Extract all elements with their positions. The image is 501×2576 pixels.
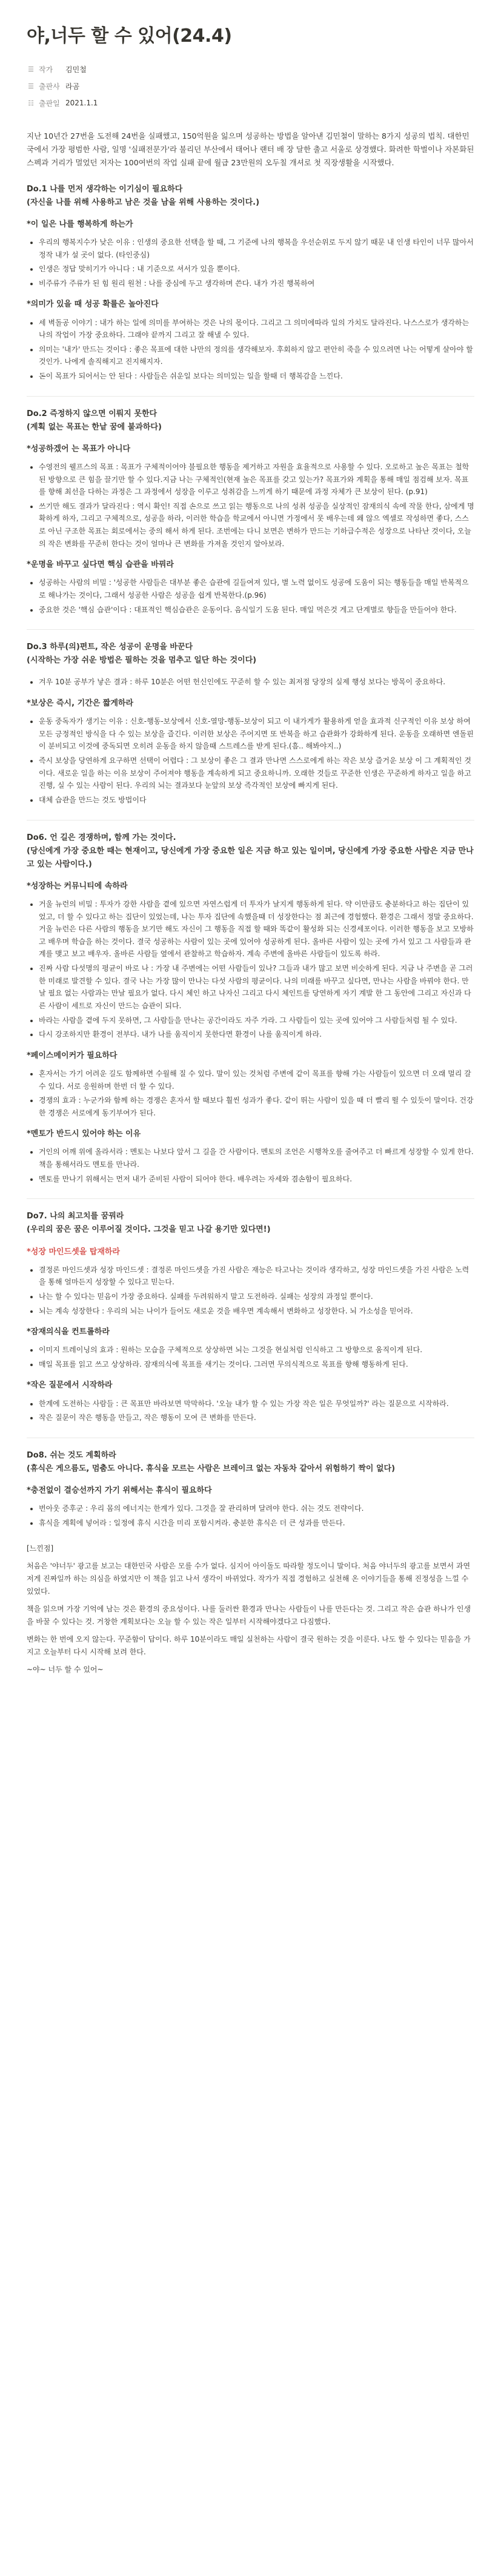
bullet-list — [27, 317, 474, 383]
bullet-item: • 수영전의 웰프스의 목표 : 목표가 구체적이어야 불필요한 행동을 제거하고 자원을 효율적으로 사용할 수 있다. 오로하고 높은 목표는 철학된 방향으로 큰 힘을 끌기만 할 수 있다.지금 나는 구체적인(현재 높은 목표를 갖고 있는가? 목표가와 계획을 통해 매일 점검해 보자. 목표를 향해 최선을 다하는 과정은 그 과정에서 성장을 이루고 성취감을 느끼게 하기 때문에 과정 자체가 큰 보상이 된다. (p.91) — [39, 461, 474, 498]
property-name: 출판사 — [39, 82, 60, 91]
bullet-item: • 번아웃 증후군 : 우리 몸의 에너지는 한계가 있다. 그것을 잘 관리하며 달려야 한다. 쉬는 것도 전략이다. — [39, 1502, 474, 1515]
chapter-heading: Do6. 언 길은 경쟁하며, 함께 가는 것이다. — [27, 833, 176, 842]
topic-heading: *충전없이 결승선까지 가기 위해서는 휴식이 필요하다 — [27, 1486, 212, 1495]
topic-heading: *운명을 바꾸고 싶다면 핵심 습관을 바꿔라 — [27, 560, 174, 570]
chapter-heading: Do8. 쉬는 것도 계획하라 — [27, 1450, 116, 1460]
closing-line: ~야~ 너두 할 수 있어~ — [27, 1665, 104, 1674]
bullet-item: • 돈이 목표가 되어서는 안 된다 : 사람들은 쉬운일 보다는 의미있는 일을 할때 더 행복감을 느낀다. — [39, 370, 474, 383]
bullet-item: • 세 벽돌공 이야기 : 내가 하는 일에 의미를 부여하는 것은 나의 몫이다. 그리고 그 의미에따라 일의 가치도 달라진다. 나스스로가 생각하는 나의 작업이 가장 중요하다. 그래야 끝까지 그리고 잘 해낼 수 있다. — [39, 317, 474, 342]
review-heading: [느낀점] — [27, 1544, 54, 1553]
sections-container — [27, 183, 474, 1530]
property-row[interactable] — [27, 94, 474, 111]
property-value[interactable]: 2021.1.1 — [65, 99, 98, 107]
bullet-item: • 혼자서는 가기 어려운 길도 함께하면 수월해 질 수 있다. 말이 있는 것처럼 주변에 같이 목표를 향해 가는 사람들이 있으면 더 오래 멀리 갈 수 있다. 서로 응원하며 한번 더 할 수 있다. — [39, 1068, 474, 1092]
bullet-list — [27, 1264, 474, 1318]
topic-heading: *이 일은 나를 행복하게 하는가 — [27, 219, 133, 229]
bullet-list — [27, 1344, 474, 1370]
bullet-item: • 경쟁의 효과 : 누군가와 함께 하는 경쟁은 혼자서 할 때보다 훨씬 성과가 좋다. 같이 뛰는 사람이 있을 때 더 빨리 뛸 수 있듯이 말이다. 건강한 경쟁은 서로에게 동기부여가 된다. — [39, 1094, 474, 1119]
chapter-section — [27, 183, 474, 383]
bullet-list — [27, 576, 474, 616]
bullet-item: • 뇌는 계속 성장한다 : 우리의 뇌는 나이가 들어도 새로운 것을 배우면 계속해서 변화하고 성장한다. 뇌 가소성을 믿어라. — [39, 1305, 474, 1318]
chapter-heading: Do.1 나를 먼저 생각하는 이기심이 필요하다 — [27, 184, 183, 194]
bullet-item: • 운동 중독자가 생기는 이유 : 신호-행동-보상에서 신호-열망-행동-보상이 되고 이 내가게가 활용하게 얻을 효과적 신구적인 이유 보상 하여 모든 긍정적인 방식을 다 수 있는 보상을 즐긴다. 이러한 보상은 주어지면 또 반복을 하고 습관화가 강화하게 된다. 운동을 오래하면 엔돌핀이 분비되고 이것에 중독되면 오히려 운동을 하지 않을때 스트레스를 받게 된다.(흠.. 해봐야지..) — [39, 715, 474, 753]
building-icon: ☰ — [28, 82, 34, 90]
chapter-subheading: (시작하는 가장 쉬운 방법은 필하는 것을 멈추고 일단 하는 것이다) — [27, 656, 257, 665]
topic-heading: *보상은 즉시, 기간은 짧게하라 — [27, 699, 134, 708]
property-name: 작가 — [39, 65, 53, 74]
bullet-list — [27, 1502, 474, 1529]
bullet-item: • 거인의 어깨 위에 올라서라 : 멘토는 나보다 앞서 그 길을 간 사람이다. 멘토의 조언은 시행착오를 줄여주고 더 빠르게 성장할 수 있게 한다. 책을 통해서라도 멘토를 만나라. — [39, 1146, 474, 1171]
topic-heading: *멘토가 반드시 있어야 하는 이유 — [27, 1129, 141, 1139]
calendar-icon: ☷ — [28, 99, 34, 107]
topic-heading: *잠재의식을 컨트롤하라 — [27, 1327, 110, 1337]
property-row[interactable] — [27, 61, 474, 78]
chapter-heading: Do7. 나의 최고치를 꿈꿔라 — [27, 1212, 124, 1221]
topic-heading: *성공하겠어 는 목표가 아니다 — [27, 444, 131, 454]
bullet-item: • 대체 습관을 만드는 것도 방법이다 — [39, 794, 474, 807]
topic-heading: *페이스메이커가 필요하다 — [27, 1051, 118, 1060]
property-value[interactable]: 김민철 — [65, 65, 87, 74]
chapter-section — [27, 1449, 474, 1530]
bullet-item: • 인생은 정답 맞히기가 아니다 : 내 기준으로 셔서가 있을 뿐이다. — [39, 263, 474, 276]
bullet-item: • 휴식을 계획에 넣어라 : 일정에 휴식 시간을 미리 포함시켜라. 충분한 휴식은 더 큰 성과를 만든다. — [39, 1517, 474, 1530]
intro-paragraph: 지난 10년간 27번을 도전해 24번을 실패했고, 150억원을 잃으며 성공하는 방법을 알아낸 김민철이 말하는 8가지 성공의 법칙. 대한민국에서 가장 평범한 사람, 일명 '실패전문가'라 불리던 부산에서 태어나 랜터 배 장 달한 출고 서울로 상경했다. 화려한 학벌이나 자본화된 스펙과 거리가 멀었던 저자는 100여번의 작업 실패 끝에 월급 23만원의 오두칠 개셔로 첫 직장생활을 시작했다. — [27, 131, 474, 167]
bullet-item: • 우리의 행복지수가 낮은 이유 : 인생의 중요한 선택을 할 때, 그 기준에 나의 행복을 우선순위로 두지 않기 때문 내 인생 타인이 너무 많아서 정작 내가 설 곳이 없다. (타인중심) — [39, 236, 474, 261]
topic-heading: *성장 마인드셋을 탑재하라 — [27, 1247, 120, 1257]
bullet-item: • 의미는 '내가' 만드는 것이다 : 좋은 목표에 대한 나만의 정의를 생각해보자. 후회하지 않고 편안히 죽을 수 있으려면 나는 어떻게 살아야 할 것인가. 나에게 솔직해지고 진지해지자. — [39, 343, 474, 368]
chapter-heading: Do.2 즉정하지 않으면 이뤄지 못한다 — [27, 409, 158, 418]
bullet-item: • 멘토를 만나기 위해서는 먼저 내가 준비된 사람이 되어야 한다. 배우려는 자세와 겸손함이 필요하다. — [39, 1173, 474, 1186]
topic-heading: *작은 질문에서 시작하라 — [27, 1381, 113, 1390]
divider — [27, 820, 474, 821]
chapter-section — [27, 641, 474, 806]
bullet-item: • 나는 할 수 있다는 믿음이 가장 중요하다. 실패를 두려워하지 말고 도전하라. 실패는 성장의 과정일 뿐이다. — [39, 1290, 474, 1303]
bullet-item: • 한계에 도전하는 사람들 : 큰 목표만 바라보면 막막하다. '오늘 내가 할 수 있는 가장 작은 일은 무엇일까?' 라는 질문으로 시작하라. — [39, 1398, 474, 1410]
divider — [27, 1198, 474, 1199]
bullet-list — [27, 1398, 474, 1424]
person-icon: ☰ — [28, 65, 34, 73]
chapter-subheading: (계획 없는 목표는 한낱 꿈에 불과하다) — [27, 422, 162, 432]
bullet-item: • 겨우 10분 공부가 낳은 결과 : 하루 10분은 어떤 헌신인에도 꾸준히 할 수 있는 최저점 당장의 실제 행성 보다는 방목이 중요하다. — [39, 676, 474, 689]
bullet-item: • 결정론 마인드셋과 성장 마인드셋 : 결정론 마인드셋을 가진 사람은 재능은 타고나는 것이라 생각하고, 성장 마인드셋을 가진 사람은 노력을 통해 얼마든지 성장할 수 있다고 믿는다. — [39, 1264, 474, 1289]
divider — [27, 629, 474, 630]
chapter-section — [27, 408, 474, 616]
review-paragraph: 처음은 '야너두' 광고를 보고는 대한민국 사람은 모를 수가 없다. 심지어 아이돌도 따라할 정도이니 말이다. 처음 야너두의 광고를 보면서 과연 저게 진짜일까 하는 의심을 하였지만 이 책을 읽고 나서 생각이 바뀌었다. 작가가 직접 경험하고 실천해 온 이야기들을 통해 진정성을 느낄 수 있었다. — [27, 1562, 471, 1596]
properties-list — [27, 61, 474, 111]
property-value[interactable]: 라곰 — [65, 82, 80, 91]
bullet-item: • 거울 뉴런의 비밀 : 투자가 강한 사람을 곁에 있으면 자연스럽게 더 투자가 날지게 행동하게 된다. 약 이만큼도 충분하다고 하는 집단이 있었고, 더 할 수 있다고 하는 집단이 있었는데, 나는 투자 집단에 속했을때 더 성장한다는 점 최근에 경험했다. 환경은 그래서 정말 중요하다. 거울 뉴런은 다른 사람의 행동을 보기만 해도 자신이 그 행동을 직접 할 때와 똑같이 활성화 되는 신경세포이다. 이러한 행동을 보고 모방하고 배우며 학습을 하는 것이다. 결국 성공하는 사람이 있는 곳에 있어야 성공하게 된다. 올바른 사람이 있는 곳에 가서 있고 그 사람들과 관계를 맺고 보고 배우자. 올바른 사람들 옆에서 관찰하고 학습하자. 계속 주변에 올바른 사람들이 있도록 하라. — [39, 898, 474, 960]
bullet-item: • 바라는 사람을 곁에 두지 못하면, 그 사람들을 만나는 공간이라도 자주 가라. 그 사람들이 있는 곳에 있어야 그 사람들처럼 될 수 있다. — [39, 1014, 474, 1027]
chapter-subheading: (당신에게 가장 중요한 때는 현재이고, 당신에게 가장 중요한 일은 지금 하고 있는 일이며, 당신에게 가장 중요한 사람은 지금 만나고 있는 사람이다.) — [27, 846, 474, 869]
property-row[interactable] — [27, 78, 474, 94]
chapter-section — [27, 831, 474, 1186]
bullet-list — [27, 898, 474, 1041]
bullet-item: • 비주류가 주류가 된 힘 원리 원천 : 나를 중심에 두고 생각하며 쓴다. 내가 가진 행복하여 — [39, 277, 474, 290]
review-block — [27, 1542, 474, 1676]
property-name: 출판일 — [39, 99, 60, 108]
bullet-item: • 성공하는 사람의 비밀 : '성공한 사람들은 대부분 좋은 습관에 길들여져 있다, 별 노력 없이도 성공에 도움이 되는 행동들을 매일 반복적으로 해나가는 것이다, 그래서 성공한 사람은 성공을 쉽게 반복한다.(p.96) — [39, 576, 474, 601]
bullet-item: • 쓰기만 해도 결과가 달라진다 : 역시 확인! 직접 손으로 쓰고 읽는 행동으로 나의 성취 성공을 실상적인 잠재의식 속에 작물 한다, 삼에게 명확하게 하자, 그리고 구체적으로, 성공을 하라, 이러한 학습을 학교에서 아니면 가정에서 못 배우는데 왜 않으 엑셀로 작성하면 좋다, 스스로 아닌 구조한 목표는 회로에서는 중의 해서 하게 된다. 조번에는 다니 보면은 변하가 만드는 기하급수적은 성장으로 나타난 것이다, 오늘의 작은 변화를 꾸준히 한다는 것이 얼마나 큰 변화를 가져올 것인지 알아보라. — [39, 500, 474, 550]
bullet-item: • 매일 목표를 읽고 쓰고 상상하라. 잠재의식에 목표를 새기는 것이다. 그러면 무의식적으로 목표를 향해 행동하게 된다. — [39, 1358, 474, 1371]
bullet-item: • 진짜 사람 다섯명의 평균이 바로 나 : 가장 내 주변에는 어떤 사람들이 있나? 그들과 내가 많고 보면 비슷하게 된다. 지금 나 주변을 곧 그러한 미래로 발견할 수 있다. 결국 나는 가장 많이 만나는 다섯 사람의 평균이다. 나의 미래를 바꾸고 싶다면, 만나는 사람을 바꿔야 한다. 만날 필요 없는 사람과는 만날 필요가 없다. 다시 체인 하고 나자신 그리고 다시 체인트를 당연하게 자기 계발 한 그 동안에 그리고 자신과 다른 사람이 세트로 자신이 만드는 습관이 되다. — [39, 962, 474, 1012]
bullet-list — [27, 676, 474, 689]
review-paragraphs — [27, 1560, 474, 1659]
review-paragraph: 책을 읽으며 가장 기억에 남는 것은 환경의 중요성이다. 나를 둘러싼 환경과 만나는 사람들이 나를 만든다는 것. 그리고 작은 습관 하나가 인생을 바꿀 수 있다는 것. 거창한 계획보다는 오늘 할 수 있는 작은 일부터 시작해야겠다고 다짐했다. — [27, 1605, 471, 1627]
review-paragraph: 변화는 한 번에 오지 않는다. 꾸준함이 답이다. 하루 10분이라도 매일 실천하는 사람이 결국 원하는 것을 이룬다. 나도 할 수 있다는 믿음을 가지고 오늘부터 다시 시작해 보려 한다. — [27, 1635, 471, 1657]
bullet-list — [27, 1146, 474, 1185]
chapter-heading: Do.3 하루(의)편트, 작은 성공이 운명을 바꾼다 — [27, 642, 193, 652]
chapter-section — [27, 1210, 474, 1424]
page-title: 야,너두 할 수 있어(24.4) — [27, 25, 232, 47]
chapter-subheading: (자신을 나를 위해 사용하고 남은 것을 남을 위해 사용하는 것이다.) — [27, 197, 260, 207]
bullet-list — [27, 715, 474, 806]
chapter-subheading: (우리의 꿈은 꿈은 이루어질 것이다. 그것을 믿고 나갈 용기만 있다면!) — [27, 1225, 271, 1235]
bullet-item: • 즉시 보상을 당연하게 요구하면 선택이 어렵다 : 그 보상이 좋은 그 결과 만나면 스스로에게 하는 작은 보상 즐거운 보상 이 그 계획적인 것이다. 새로운 일을 하는 이유 보상이 주어져야 행동을 계속하게 되고 중요하니까. 오래한 것들로 꾸준한 인생은 꾸준하게 하자고 일을 하고 진행, 실 수 있는 사람이 된다. 우리의 뇌는 결과보다 눈앞의 보상 즉각적인 보상에 빠지게 된다. — [39, 755, 474, 792]
topic-heading: *성장하는 커뮤니티에 속하라 — [27, 881, 128, 891]
bullet-list — [27, 236, 474, 290]
chapter-subheading: (휴식은 게으름도, 멈춤도 아니다. 휴식을 모르는 사람은 브레이크 없는 자동차 같아서 위험하기 짝이 없다) — [27, 1464, 396, 1473]
topic-heading: *의미가 있을 때 성공 확률은 높아진다 — [27, 300, 159, 309]
divider — [27, 396, 474, 397]
bullet-list — [27, 461, 474, 550]
bullet-item: • 이미지 트레이닝의 효과 : 원하는 모습을 구체적으로 상상하면 뇌는 그것을 현실처럼 인식하고 그 방향으로 움직이게 된다. — [39, 1344, 474, 1356]
bullet-list — [27, 1068, 474, 1120]
bullet-item: • 다시 강조하지만 환경이 전부다. 내가 나를 움직이지 못한다면 환경이 나를 움직이게 하라. — [39, 1028, 474, 1041]
bullet-item: • 중요한 것은 '핵심 습관'이다 : 대표적인 핵심습관은 운동이다. 음식일기 도움 된다. 매일 먹은것 게고 단계별로 향들을 만들어야 한다. — [39, 604, 474, 616]
bullet-item: • 작은 질문이 작은 행동을 만들고, 작은 행동이 모여 큰 변화를 만든다. — [39, 1412, 474, 1424]
